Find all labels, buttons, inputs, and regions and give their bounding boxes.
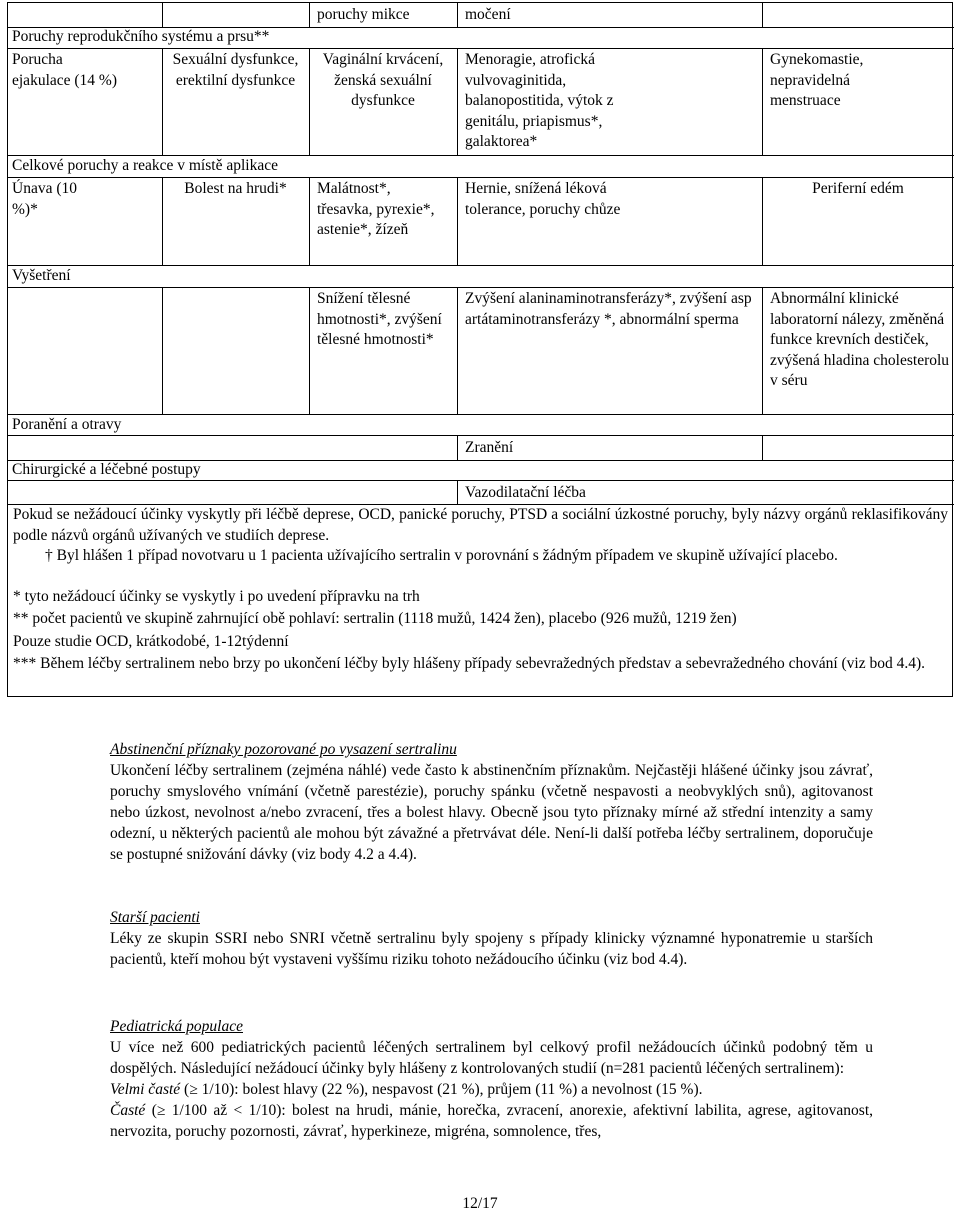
cell: Abnormální klinické laboratorní nálezy, změněná funkce krevních destiček, zvýšená hladina cholesterolu v séru xyxy=(770,290,950,389)
cell: Bolest na hrudi* xyxy=(184,180,287,197)
col-divider xyxy=(457,3,458,27)
withdrawal-section xyxy=(110,739,873,865)
frequency-common xyxy=(110,1100,873,1142)
col-divider xyxy=(457,48,458,155)
adverse-effects-table xyxy=(7,2,953,697)
section-body: Ukončení léčby sertralinem (zejména náhlé) vede často k abstinenčním příznakům. Nejčastěji hlášené účinky jsou závrať, poruchy smyslového vnímání (včetně parestézie), poruchy spánku (včetně nespavosti a neobvyklých snů), agitovanost nebo úzkost, nevolnost a/nebo zvracení, třes a bolest hlavy. Obecně jsou tyto příznaky mírné až střední intenzity a samy odezní, u některých pacientů ale mohou být závažné a přetrvávat déle. Není-li další potřeba léčby sertralinem, doporučuje se postupné snižování dávky (viz body 4.2 a 4.4). xyxy=(110,762,873,863)
col-divider xyxy=(457,435,458,460)
row-divider xyxy=(8,48,954,49)
frequency-label: Časté xyxy=(110,1102,146,1119)
cell: Hernie, snížená léková tolerance, poruchy chůze xyxy=(465,180,621,218)
section-body: U více než 600 pediatrických pacientů léčených sertralinem byl celkový profil nežádoucích účinků podobný těm u dospělých. Následující nežádoucí účinky byly hlášeny z kontrolovaných studií (n=281 pacientů léčených sertralinem): xyxy=(110,1039,873,1077)
section-title: Pediatrická populace xyxy=(110,1018,243,1035)
cell: Zranění xyxy=(465,439,514,456)
col-divider xyxy=(762,48,763,155)
pediatric-section xyxy=(110,1016,873,1142)
category-heading: Poruchy reprodukčního systému a prsu** xyxy=(12,28,270,45)
cell: Periferní edém xyxy=(812,180,904,197)
cell: Gynekomastie, nepravidelná menstruace xyxy=(770,51,864,109)
table-note: † Byl hlášen 1 případ novotvaru u 1 pacienta užívajícího sertralin v porovnání s žádným případem ve skupině užívající placebo. xyxy=(45,547,838,564)
col-divider xyxy=(309,177,310,265)
cell: Únava (10 %)* xyxy=(12,180,77,218)
page-number: 12/17 xyxy=(462,1195,498,1212)
col-divider xyxy=(457,177,458,265)
row-divider xyxy=(8,287,954,288)
cell: Porucha ejakulace (14 %) xyxy=(12,51,117,89)
frequency-text: (≥ 1/100 až < 1/10): bolest na hrudi, mánie, horečka, zvracení, anorexie, afektivní labilita, agrese, agitovanost, nervozita, poruchy pozornosti, závrať, hyperkineze, migréna, somnolence, třes, xyxy=(110,1102,874,1140)
table-note: *** Během léčby sertralinem nebo brzy po ukončení léčby byly hlášeny případy sebevražedných představ a sebevražedného chování (viz bod 4.4). xyxy=(13,655,926,672)
section-title: Abstinenční příznaky pozorované po vysazení sertralinu xyxy=(110,741,457,758)
col-divider xyxy=(762,287,763,414)
cell: močení xyxy=(465,6,511,23)
cell: poruchy mikce xyxy=(317,6,410,23)
cell: Vazodilatační léčba xyxy=(465,484,586,501)
section-body: Léky ze skupin SSRI nebo SNRI včetně sertralinu byly spojeny s případy klinicky významné hyponatremie u starších pacientů, kteří mohou být vystaveni vyššímu riziku tohoto nežádoucího účinku (viz bod 4.4). xyxy=(110,930,873,968)
col-divider xyxy=(309,3,310,27)
section-title: Starší pacienti xyxy=(110,909,200,926)
row-divider xyxy=(8,177,954,178)
table-note: Pouze studie OCD, krátkodobé, 1-12týdenní xyxy=(13,633,289,650)
col-divider xyxy=(162,287,163,414)
frequency-text: (≥ 1/10): bolest hlavy (22 %), nespavost (21 %), průjem (11 %) a nevolnost (15 %). xyxy=(184,1081,703,1098)
category-heading: Vyšetření xyxy=(12,267,71,284)
category-heading: Poranění a otravy xyxy=(12,416,122,433)
cell: Zvýšení alaninaminotransferázy*, zvýšení aspartátaminotransferázy *, abnormální sperma xyxy=(465,290,752,328)
cell: Snížení tělesné hmotnosti*, zvýšení tělesné hmotnosti* xyxy=(317,290,442,348)
table-note: Pokud se nežádoucí účinky vyskytly při léčbě deprese, OCD, panické poruchy, PTSD a sociální úzkostné poruchy, byly názvy orgánů reklasifikovány podle názvů orgánů užívaných ve studiích deprese. xyxy=(13,506,948,544)
category-heading: Celkové poruchy a reakce v místě aplikace xyxy=(12,157,278,174)
category-heading: Chirurgické a léčebné postupy xyxy=(12,461,201,478)
cell: Vaginální krvácení, ženská sexuální dysfunkce xyxy=(322,51,444,109)
col-divider xyxy=(309,287,310,414)
elderly-section xyxy=(110,907,873,970)
table-note: * tyto nežádoucí účinky se vyskytly i po uvedení přípravku na trh xyxy=(13,588,420,605)
col-divider xyxy=(762,3,763,27)
cell: Sexuální dysfunkce, erektilní dysfunkce xyxy=(172,51,299,89)
table-note: ** počet pacientů ve skupině zahrnující obě pohlaví: sertralin (1118 mužů, 1424 žen), placebo (926 mužů, 1219 žen) xyxy=(13,610,737,627)
frequency-label: Velmi časté xyxy=(110,1081,181,1098)
col-divider xyxy=(457,480,458,504)
col-divider xyxy=(762,435,763,460)
col-divider xyxy=(457,287,458,414)
col-divider xyxy=(162,3,163,27)
cell: Menoragie, atrofická vulvovaginitida, balanopostitida, výtok z genitálu, priapismus*, galaktorea* xyxy=(465,51,614,150)
cell: Malátnost*, třesavka, pyrexie*, astenie*, žízeň xyxy=(317,180,435,238)
frequency-very-common xyxy=(110,1079,873,1100)
